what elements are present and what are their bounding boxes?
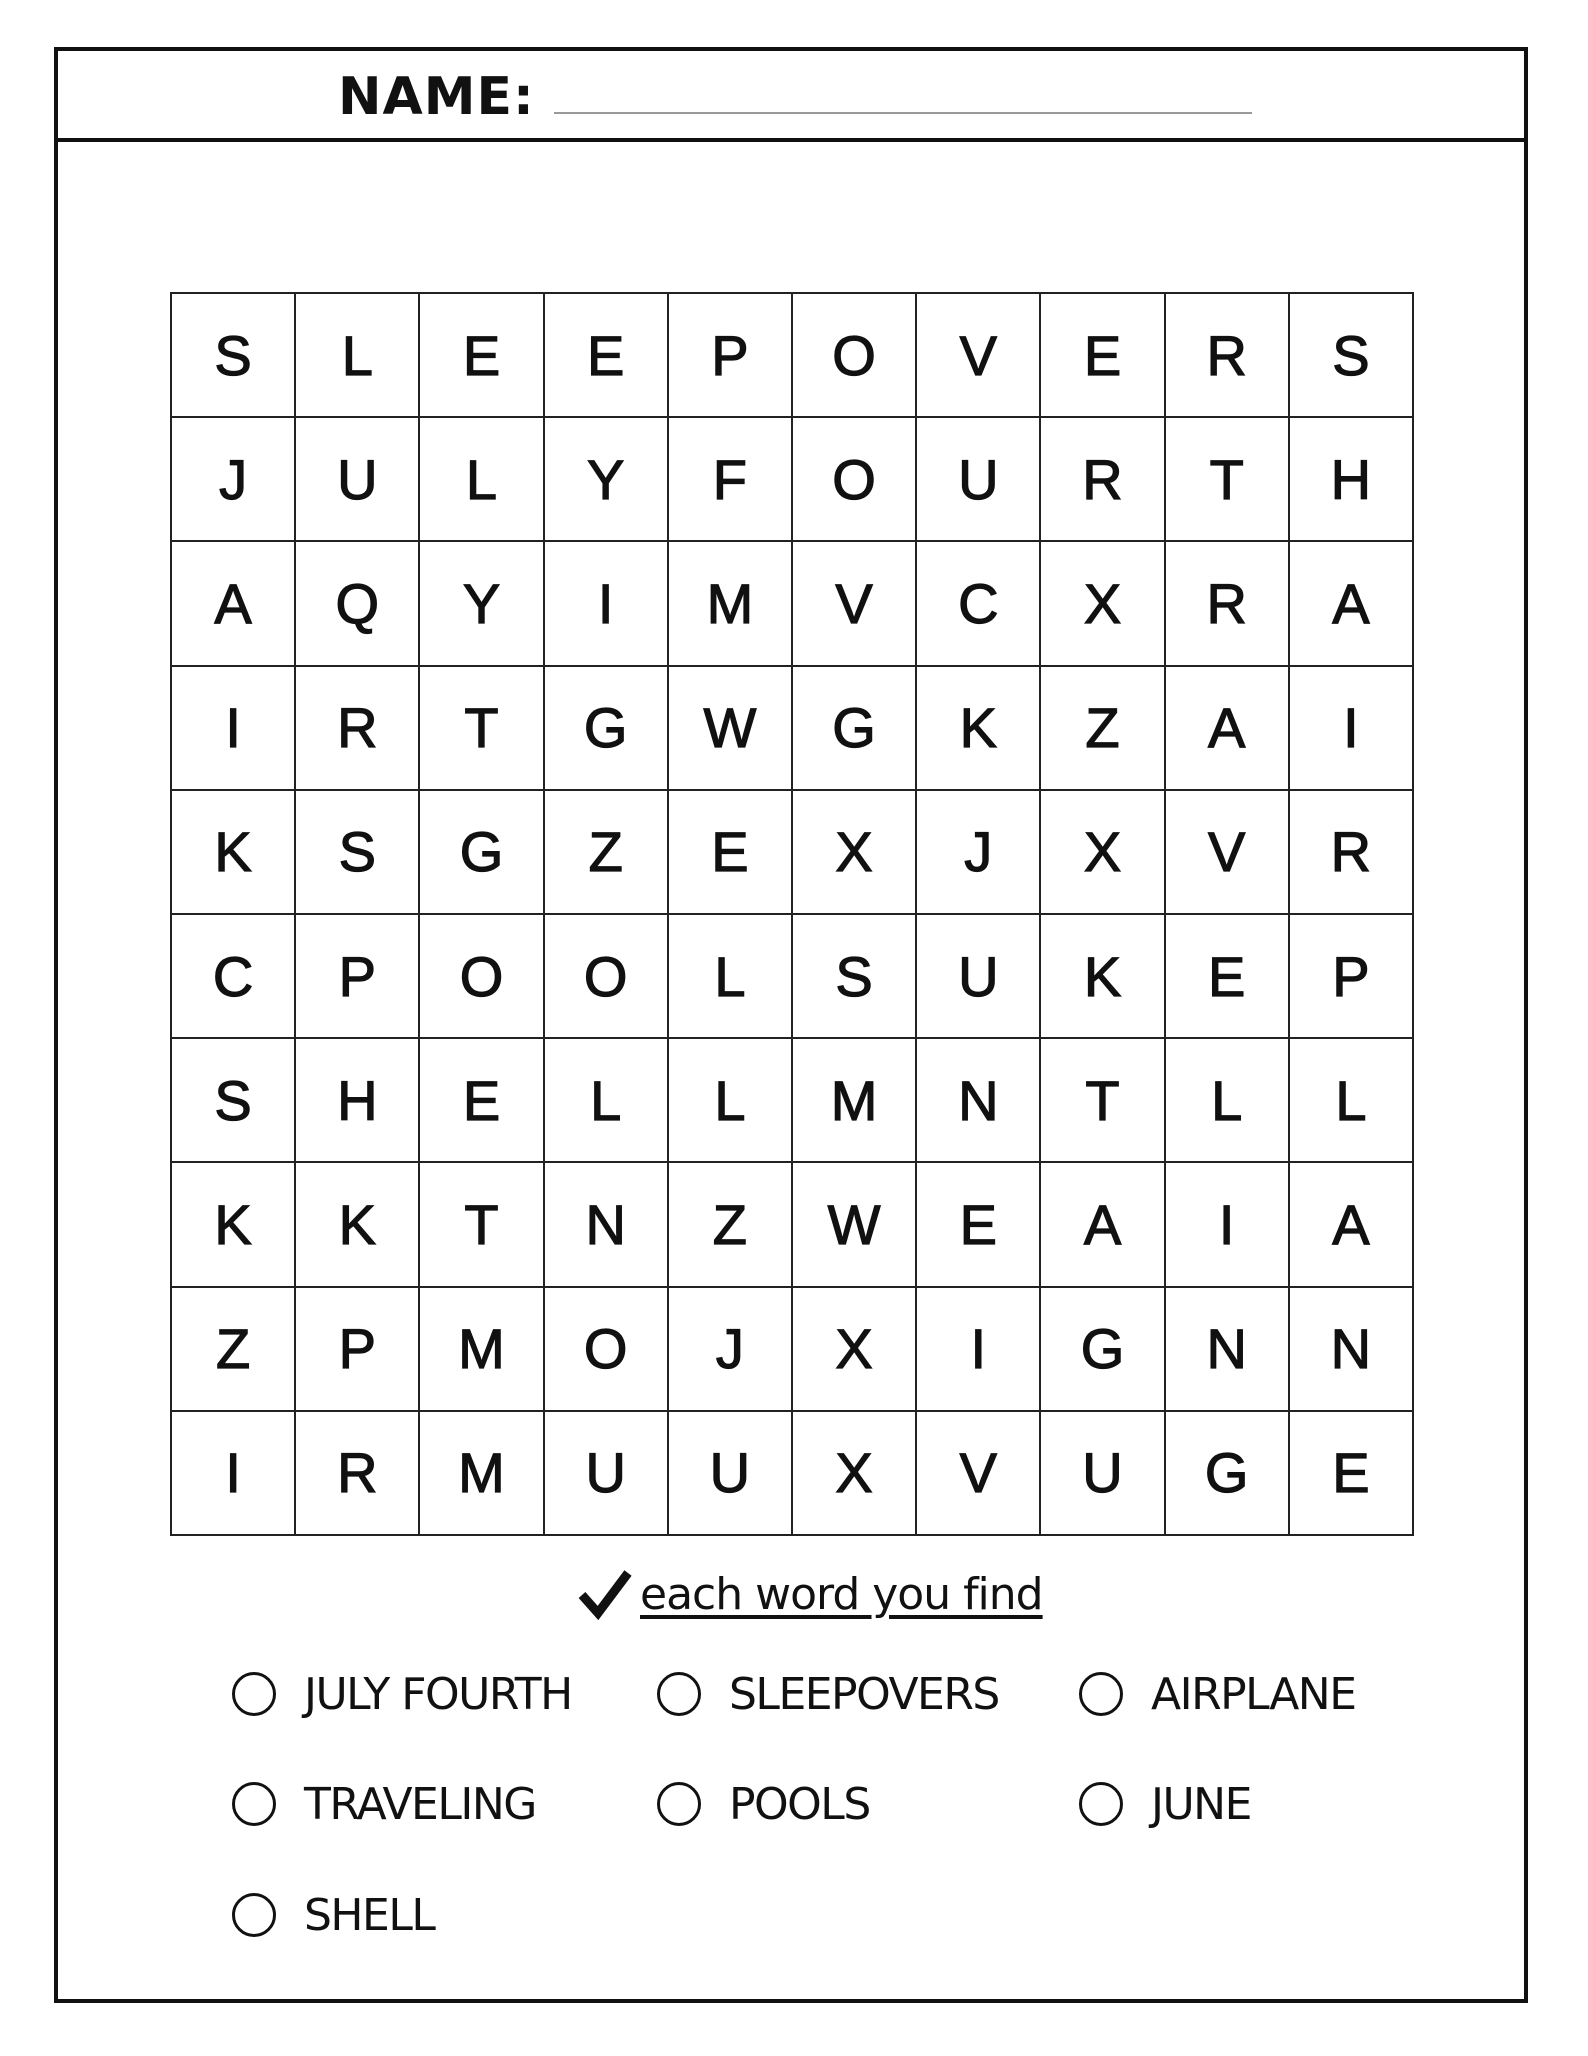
circle-checkbox-icon[interactable] xyxy=(657,1782,701,1826)
grid-cell[interactable]: V xyxy=(1166,791,1290,915)
grid-cell[interactable]: C xyxy=(172,915,296,1039)
grid-cell[interactable]: U xyxy=(296,418,420,542)
grid-cell[interactable]: L xyxy=(669,1039,793,1163)
grid-cell[interactable]: J xyxy=(669,1288,793,1412)
grid-cell[interactable]: R xyxy=(296,667,420,791)
grid-cell[interactable]: S xyxy=(296,791,420,915)
grid-cell[interactable]: X xyxy=(1041,791,1165,915)
grid-cell[interactable]: Y xyxy=(545,418,669,542)
instruction-text: each word you find xyxy=(640,1568,1043,1620)
word-label: TRAVELING xyxy=(304,1778,536,1830)
grid-cell[interactable]: U xyxy=(545,1412,669,1536)
grid-cell[interactable]: I xyxy=(917,1288,1041,1412)
grid-cell[interactable]: O xyxy=(793,294,917,418)
grid-cell[interactable]: A xyxy=(1041,1163,1165,1287)
grid-cell[interactable]: P xyxy=(296,915,420,1039)
grid-cell[interactable]: G xyxy=(420,791,544,915)
grid-cell[interactable]: E xyxy=(420,1039,544,1163)
grid-cell[interactable]: A xyxy=(1166,667,1290,791)
grid-cell[interactable]: Z xyxy=(172,1288,296,1412)
grid-cell[interactable]: V xyxy=(917,1412,1041,1536)
word-item[interactable] xyxy=(657,1664,999,1724)
grid-cell[interactable]: M xyxy=(793,1039,917,1163)
grid-cell[interactable]: U xyxy=(669,1412,793,1536)
grid-cell[interactable]: J xyxy=(917,791,1041,915)
grid-cell[interactable]: I xyxy=(1290,667,1414,791)
grid-cell[interactable]: X xyxy=(1041,542,1165,666)
grid-cell[interactable]: C xyxy=(917,542,1041,666)
grid-cell[interactable]: H xyxy=(296,1039,420,1163)
grid-cell[interactable]: S xyxy=(1290,294,1414,418)
grid-cell[interactable]: K xyxy=(172,791,296,915)
circle-checkbox-icon[interactable] xyxy=(232,1893,276,1937)
name-label: NAME: xyxy=(338,67,535,127)
word-item[interactable] xyxy=(1079,1664,1356,1724)
grid-cell[interactable]: N xyxy=(917,1039,1041,1163)
grid-cell[interactable]: R xyxy=(1166,294,1290,418)
grid-cell[interactable]: L xyxy=(1290,1039,1414,1163)
word-item[interactable] xyxy=(657,1774,870,1834)
grid-cell[interactable]: N xyxy=(1166,1288,1290,1412)
grid-cell[interactable]: Q xyxy=(296,542,420,666)
word-item[interactable] xyxy=(1079,1774,1251,1834)
circle-checkbox-icon[interactable] xyxy=(1079,1782,1123,1826)
grid-cell[interactable]: E xyxy=(1041,294,1165,418)
grid-cell[interactable]: N xyxy=(1290,1288,1414,1412)
grid-cell[interactable]: T xyxy=(420,1163,544,1287)
grid-cell[interactable]: T xyxy=(420,667,544,791)
grid-cell[interactable]: U xyxy=(1041,1412,1165,1536)
grid-cell[interactable]: L xyxy=(296,294,420,418)
grid-cell[interactable]: L xyxy=(1166,1039,1290,1163)
grid-cell[interactable]: R xyxy=(1290,791,1414,915)
grid-cell[interactable]: Z xyxy=(545,791,669,915)
grid-cell[interactable]: A xyxy=(1290,1163,1414,1287)
grid-cell[interactable]: H xyxy=(1290,418,1414,542)
grid-cell[interactable]: R xyxy=(1166,542,1290,666)
grid-cell[interactable]: N xyxy=(545,1163,669,1287)
instruction xyxy=(578,1562,1043,1626)
word-search-grid xyxy=(170,292,1414,1536)
grid-cell[interactable]: S xyxy=(172,1039,296,1163)
grid-cell[interactable]: X xyxy=(793,791,917,915)
grid-cell[interactable]: E xyxy=(420,294,544,418)
circle-checkbox-icon[interactable] xyxy=(232,1672,276,1716)
grid-cell[interactable]: E xyxy=(1166,915,1290,1039)
grid-cell[interactable]: T xyxy=(1166,418,1290,542)
grid-cell[interactable]: F xyxy=(669,418,793,542)
grid-cell[interactable]: G xyxy=(1166,1412,1290,1536)
grid-cell[interactable]: I xyxy=(172,1412,296,1536)
word-label: JULY FOURTH xyxy=(304,1668,572,1720)
circle-checkbox-icon[interactable] xyxy=(232,1782,276,1826)
header xyxy=(58,51,1524,142)
word-label: AIRPLANE xyxy=(1151,1668,1356,1720)
grid-cell[interactable]: A xyxy=(172,542,296,666)
checkmark-icon xyxy=(578,1567,632,1621)
grid-cell[interactable]: P xyxy=(1290,915,1414,1039)
grid-cell[interactable]: V xyxy=(793,542,917,666)
word-label: SHELL xyxy=(304,1889,435,1941)
grid-cell[interactable]: Z xyxy=(669,1163,793,1287)
grid-cell[interactable]: M xyxy=(420,1412,544,1536)
word-item[interactable] xyxy=(232,1664,572,1724)
grid-cell[interactable]: M xyxy=(420,1288,544,1412)
grid-cell[interactable]: G xyxy=(545,667,669,791)
grid-cell[interactable]: K xyxy=(917,667,1041,791)
circle-checkbox-icon[interactable] xyxy=(1079,1672,1123,1716)
grid-cell[interactable]: I xyxy=(1166,1163,1290,1287)
grid-cell[interactable]: E xyxy=(669,791,793,915)
word-label: SLEEPOVERS xyxy=(729,1668,999,1720)
word-label: JUNE xyxy=(1151,1778,1251,1830)
grid-cell[interactable]: E xyxy=(917,1163,1041,1287)
grid-cell[interactable]: X xyxy=(793,1288,917,1412)
grid-cell[interactable]: W xyxy=(793,1163,917,1287)
grid-cell[interactable]: E xyxy=(1290,1412,1414,1536)
grid-cell[interactable]: O xyxy=(545,915,669,1039)
grid-cell[interactable]: O xyxy=(420,915,544,1039)
grid-cell[interactable]: L xyxy=(420,418,544,542)
grid-cell[interactable]: P xyxy=(669,294,793,418)
grid-cell[interactable]: T xyxy=(1041,1039,1165,1163)
name-field-line[interactable] xyxy=(554,112,1252,114)
grid-cell[interactable]: K xyxy=(296,1163,420,1287)
grid-cell[interactable]: S xyxy=(793,915,917,1039)
grid-cell[interactable]: I xyxy=(172,667,296,791)
word-item[interactable] xyxy=(232,1885,434,1945)
grid-cell[interactable]: R xyxy=(296,1412,420,1536)
grid-cell[interactable]: K xyxy=(1041,915,1165,1039)
grid-cell[interactable]: U xyxy=(917,915,1041,1039)
grid-cell[interactable]: Y xyxy=(420,542,544,666)
grid-cell[interactable]: J xyxy=(172,418,296,542)
grid-cell[interactable]: I xyxy=(545,542,669,666)
grid-cell[interactable]: G xyxy=(793,667,917,791)
grid-cell[interactable]: L xyxy=(545,1039,669,1163)
grid-cell[interactable]: M xyxy=(669,542,793,666)
grid-cell[interactable]: S xyxy=(172,294,296,418)
grid-cell[interactable]: Z xyxy=(1041,667,1165,791)
word-item[interactable] xyxy=(232,1774,536,1834)
grid-cell[interactable]: R xyxy=(1041,418,1165,542)
grid-cell[interactable]: A xyxy=(1290,542,1414,666)
circle-checkbox-icon[interactable] xyxy=(657,1672,701,1716)
grid-cell[interactable]: V xyxy=(917,294,1041,418)
grid-cell[interactable]: K xyxy=(172,1163,296,1287)
grid-cell[interactable]: L xyxy=(669,915,793,1039)
grid-cell[interactable]: P xyxy=(296,1288,420,1412)
word-label: POOLS xyxy=(729,1778,870,1830)
grid-cell[interactable]: E xyxy=(545,294,669,418)
grid-cell[interactable]: U xyxy=(917,418,1041,542)
grid-cell[interactable]: O xyxy=(793,418,917,542)
grid-cell[interactable]: X xyxy=(793,1412,917,1536)
grid-cell[interactable]: G xyxy=(1041,1288,1165,1412)
grid-cell[interactable]: O xyxy=(545,1288,669,1412)
grid-cell[interactable]: W xyxy=(669,667,793,791)
